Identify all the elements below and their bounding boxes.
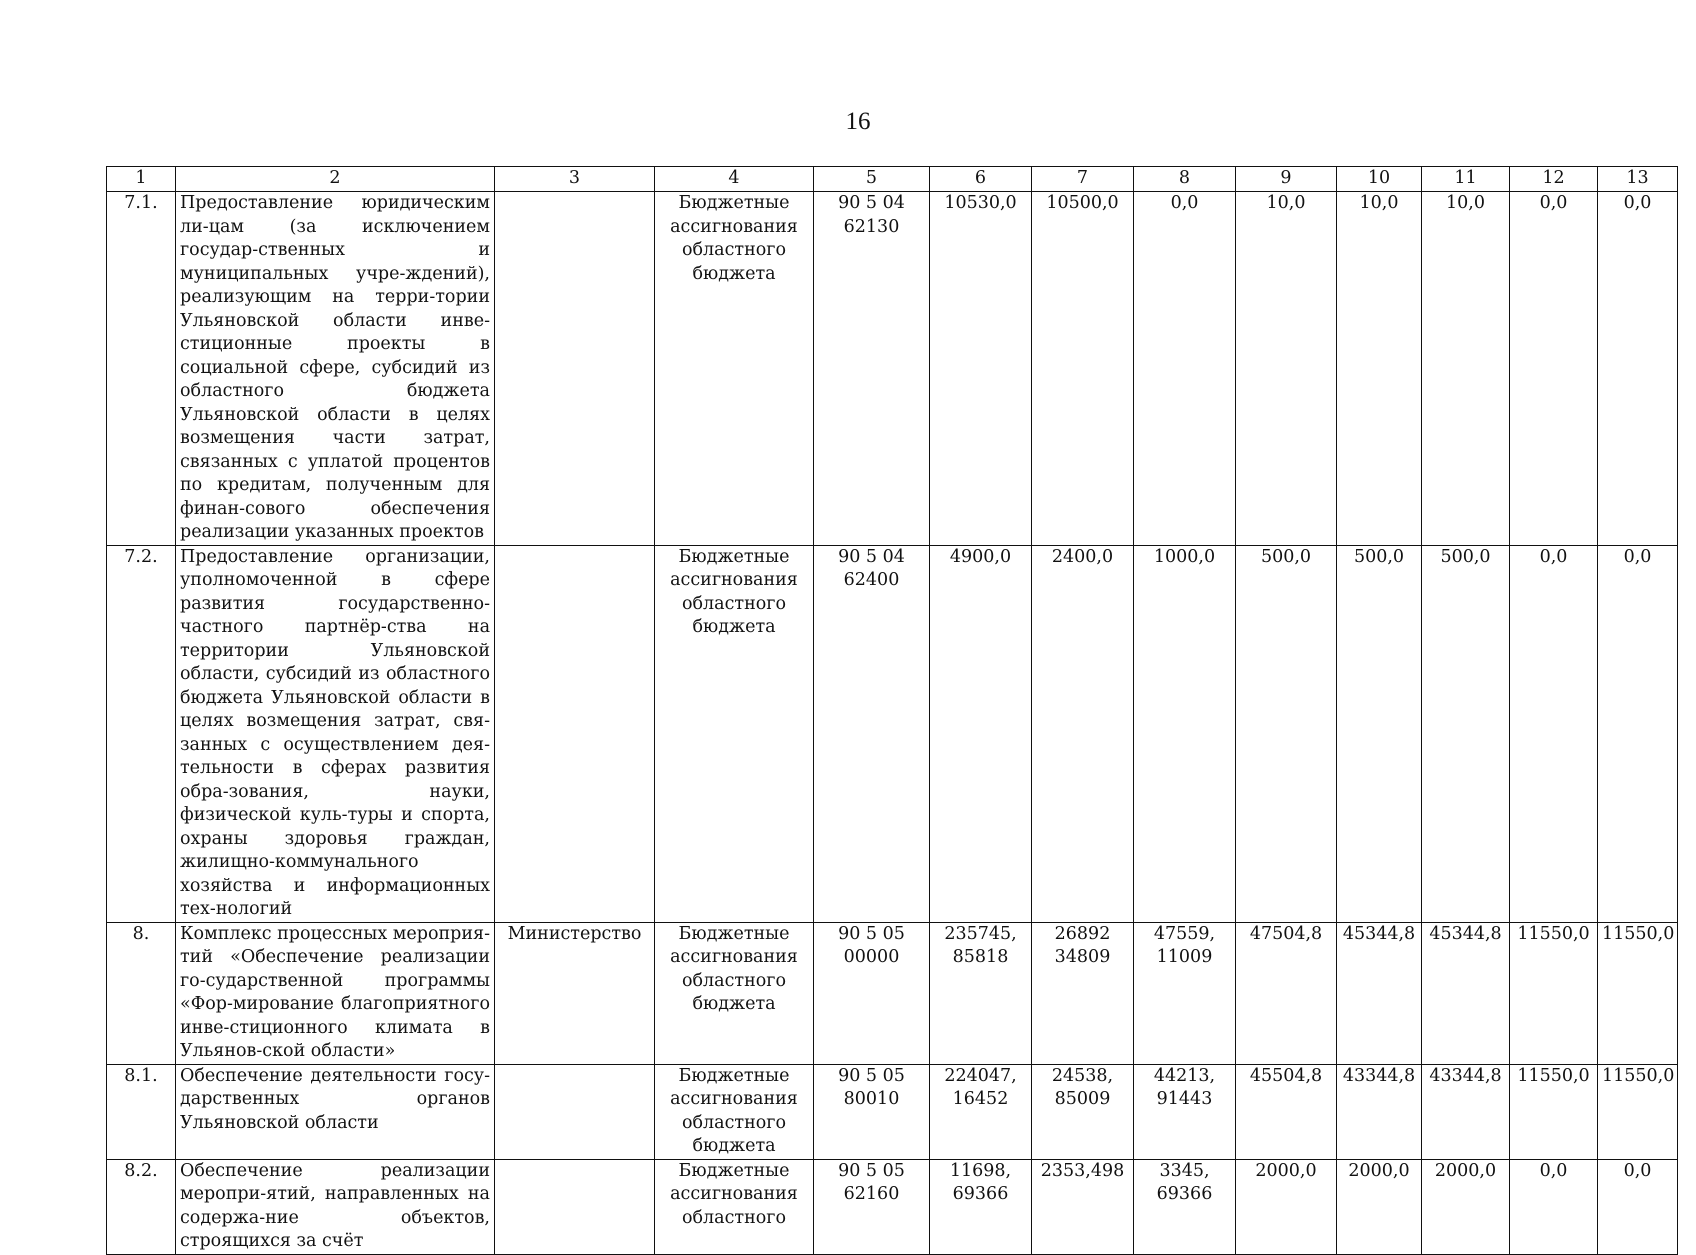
value-col-11: 10,0 bbox=[1422, 192, 1510, 546]
column-header: 2 bbox=[176, 167, 495, 192]
table-row bbox=[107, 1159, 1678, 1254]
column-header: 7 bbox=[1032, 167, 1134, 192]
value-col-8: 3345, 69366 bbox=[1134, 1159, 1236, 1254]
column-header: 3 bbox=[495, 167, 655, 192]
value-col-10: 45344,8 bbox=[1337, 922, 1422, 1064]
value-col-8: 44213, 91443 bbox=[1134, 1064, 1236, 1159]
value-col-12: 0,0 bbox=[1510, 192, 1598, 546]
value-col-7: 24538, 85009 bbox=[1032, 1064, 1134, 1159]
value-col-7: 2400,0 bbox=[1032, 545, 1134, 922]
executor-cell bbox=[495, 545, 655, 922]
budget-table bbox=[106, 166, 1678, 1255]
executor-cell bbox=[495, 1064, 655, 1159]
measure-name: Комплекс процессных мероприя-тий «Обеспечение реализации го-сударственной программы «Фор-мирование благоприятного инве-стиционного климата в Ульянов-ской области» bbox=[176, 922, 495, 1064]
row-number: 8.1. bbox=[107, 1064, 176, 1159]
measure-name: Обеспечение реализации меропри-ятий, направленных на содержа-ние объектов, строящихся за счёт bbox=[176, 1159, 495, 1254]
budget-code: 90 5 05 80010 bbox=[814, 1064, 930, 1159]
table-row bbox=[107, 545, 1678, 922]
budget-code: 90 5 05 00000 bbox=[814, 922, 930, 1064]
column-header: 8 bbox=[1134, 167, 1236, 192]
funding-source: Бюджетные ассигнования областного бюджета bbox=[655, 192, 814, 546]
row-number: 8.2. bbox=[107, 1159, 176, 1254]
value-col-7: 2353,498 bbox=[1032, 1159, 1134, 1254]
value-col-12: 11550,0 bbox=[1510, 922, 1598, 1064]
value-col-11: 43344,8 bbox=[1422, 1064, 1510, 1159]
column-header: 10 bbox=[1337, 167, 1422, 192]
value-col-8: 0,0 bbox=[1134, 192, 1236, 546]
value-col-13: 0,0 bbox=[1598, 545, 1678, 922]
executor-cell: Министерство bbox=[495, 922, 655, 1064]
measure-name: Предоставление юридическим ли-цам (за исключением государ-ственных и муниципальных учре-ждений), реализующим на терри-тории Ульяновской области инве-стиционные проекты в социальной сфере, субсидий из областного бюджета Ульяновской области в целях возмещения части затрат, связанных с уплатой процентов по кредитам, полученным для финан-сового обеспечения реализации указанных проектов bbox=[176, 192, 495, 546]
column-number-header-row bbox=[107, 167, 1678, 192]
column-header: 5 bbox=[814, 167, 930, 192]
value-col-9: 10,0 bbox=[1236, 192, 1337, 546]
row-number: 8. bbox=[107, 922, 176, 1064]
value-col-12: 0,0 bbox=[1510, 545, 1598, 922]
budget-code: 90 5 04 62130 bbox=[814, 192, 930, 546]
value-col-12: 0,0 bbox=[1510, 1159, 1598, 1254]
value-col-11: 500,0 bbox=[1422, 545, 1510, 922]
row-number: 7.2. bbox=[107, 545, 176, 922]
column-header: 6 bbox=[930, 167, 1032, 192]
value-total: 4900,0 bbox=[930, 545, 1032, 922]
table-row bbox=[107, 192, 1678, 546]
value-total: 235745, 85818 bbox=[930, 922, 1032, 1064]
value-col-11: 45344,8 bbox=[1422, 922, 1510, 1064]
value-col-10: 10,0 bbox=[1337, 192, 1422, 546]
budget-code: 90 5 05 62160 bbox=[814, 1159, 930, 1254]
column-header: 4 bbox=[655, 167, 814, 192]
funding-source: Бюджетные ассигнования областного бюджета bbox=[655, 922, 814, 1064]
value-col-9: 47504,8 bbox=[1236, 922, 1337, 1064]
column-header: 11 bbox=[1422, 167, 1510, 192]
funding-source: Бюджетные ассигнования областного бюджета bbox=[655, 545, 814, 922]
measure-name: Предоставление организации, уполномоченной в сфере развития государственно-частного партнёр-ства на территории Ульяновской области, субсидий из областного бюджета Ульяновской области в целях возмещения затрат, свя-занных с осуществлением дея-тельности в сферах развития обра-зования, науки, физической куль-туры и спорта, охраны здоровья граждан, жилищно-коммунального хозяйства и информационных тех-нологий bbox=[176, 545, 495, 922]
column-header: 12 bbox=[1510, 167, 1598, 192]
value-col-10: 43344,8 bbox=[1337, 1064, 1422, 1159]
executor-cell bbox=[495, 1159, 655, 1254]
value-col-8: 1000,0 bbox=[1134, 545, 1236, 922]
value-col-9: 2000,0 bbox=[1236, 1159, 1337, 1254]
value-col-7: 26892 34809 bbox=[1032, 922, 1134, 1064]
value-total: 11698, 69366 bbox=[930, 1159, 1032, 1254]
value-col-10: 2000,0 bbox=[1337, 1159, 1422, 1254]
table-row bbox=[107, 922, 1678, 1064]
page-number: 16 bbox=[845, 108, 871, 135]
column-header: 13 bbox=[1598, 167, 1678, 192]
value-col-11: 2000,0 bbox=[1422, 1159, 1510, 1254]
funding-source: Бюджетные ассигнования областного бюджета bbox=[655, 1064, 814, 1159]
column-header: 9 bbox=[1236, 167, 1337, 192]
value-col-12: 11550,0 bbox=[1510, 1064, 1598, 1159]
value-col-7: 10500,0 bbox=[1032, 192, 1134, 546]
value-col-13: 0,0 bbox=[1598, 192, 1678, 546]
value-col-10: 500,0 bbox=[1337, 545, 1422, 922]
funding-source: Бюджетные ассигнования областного bbox=[655, 1159, 814, 1254]
budget-code: 90 5 04 62400 bbox=[814, 545, 930, 922]
column-header: 1 bbox=[107, 167, 176, 192]
measure-name: Обеспечение деятельности госу-дарственных органов Ульяновской области bbox=[176, 1064, 495, 1159]
value-total: 224047, 16452 bbox=[930, 1064, 1032, 1159]
executor-cell bbox=[495, 192, 655, 546]
value-col-8: 47559, 11009 bbox=[1134, 922, 1236, 1064]
value-col-9: 500,0 bbox=[1236, 545, 1337, 922]
value-col-13: 0,0 bbox=[1598, 1159, 1678, 1254]
value-col-9: 45504,8 bbox=[1236, 1064, 1337, 1159]
table-row bbox=[107, 1064, 1678, 1159]
value-total: 10530,0 bbox=[930, 192, 1032, 546]
row-number: 7.1. bbox=[107, 192, 176, 546]
value-col-13: 11550,0 bbox=[1598, 1064, 1678, 1159]
value-col-13: 11550,0 bbox=[1598, 922, 1678, 1064]
